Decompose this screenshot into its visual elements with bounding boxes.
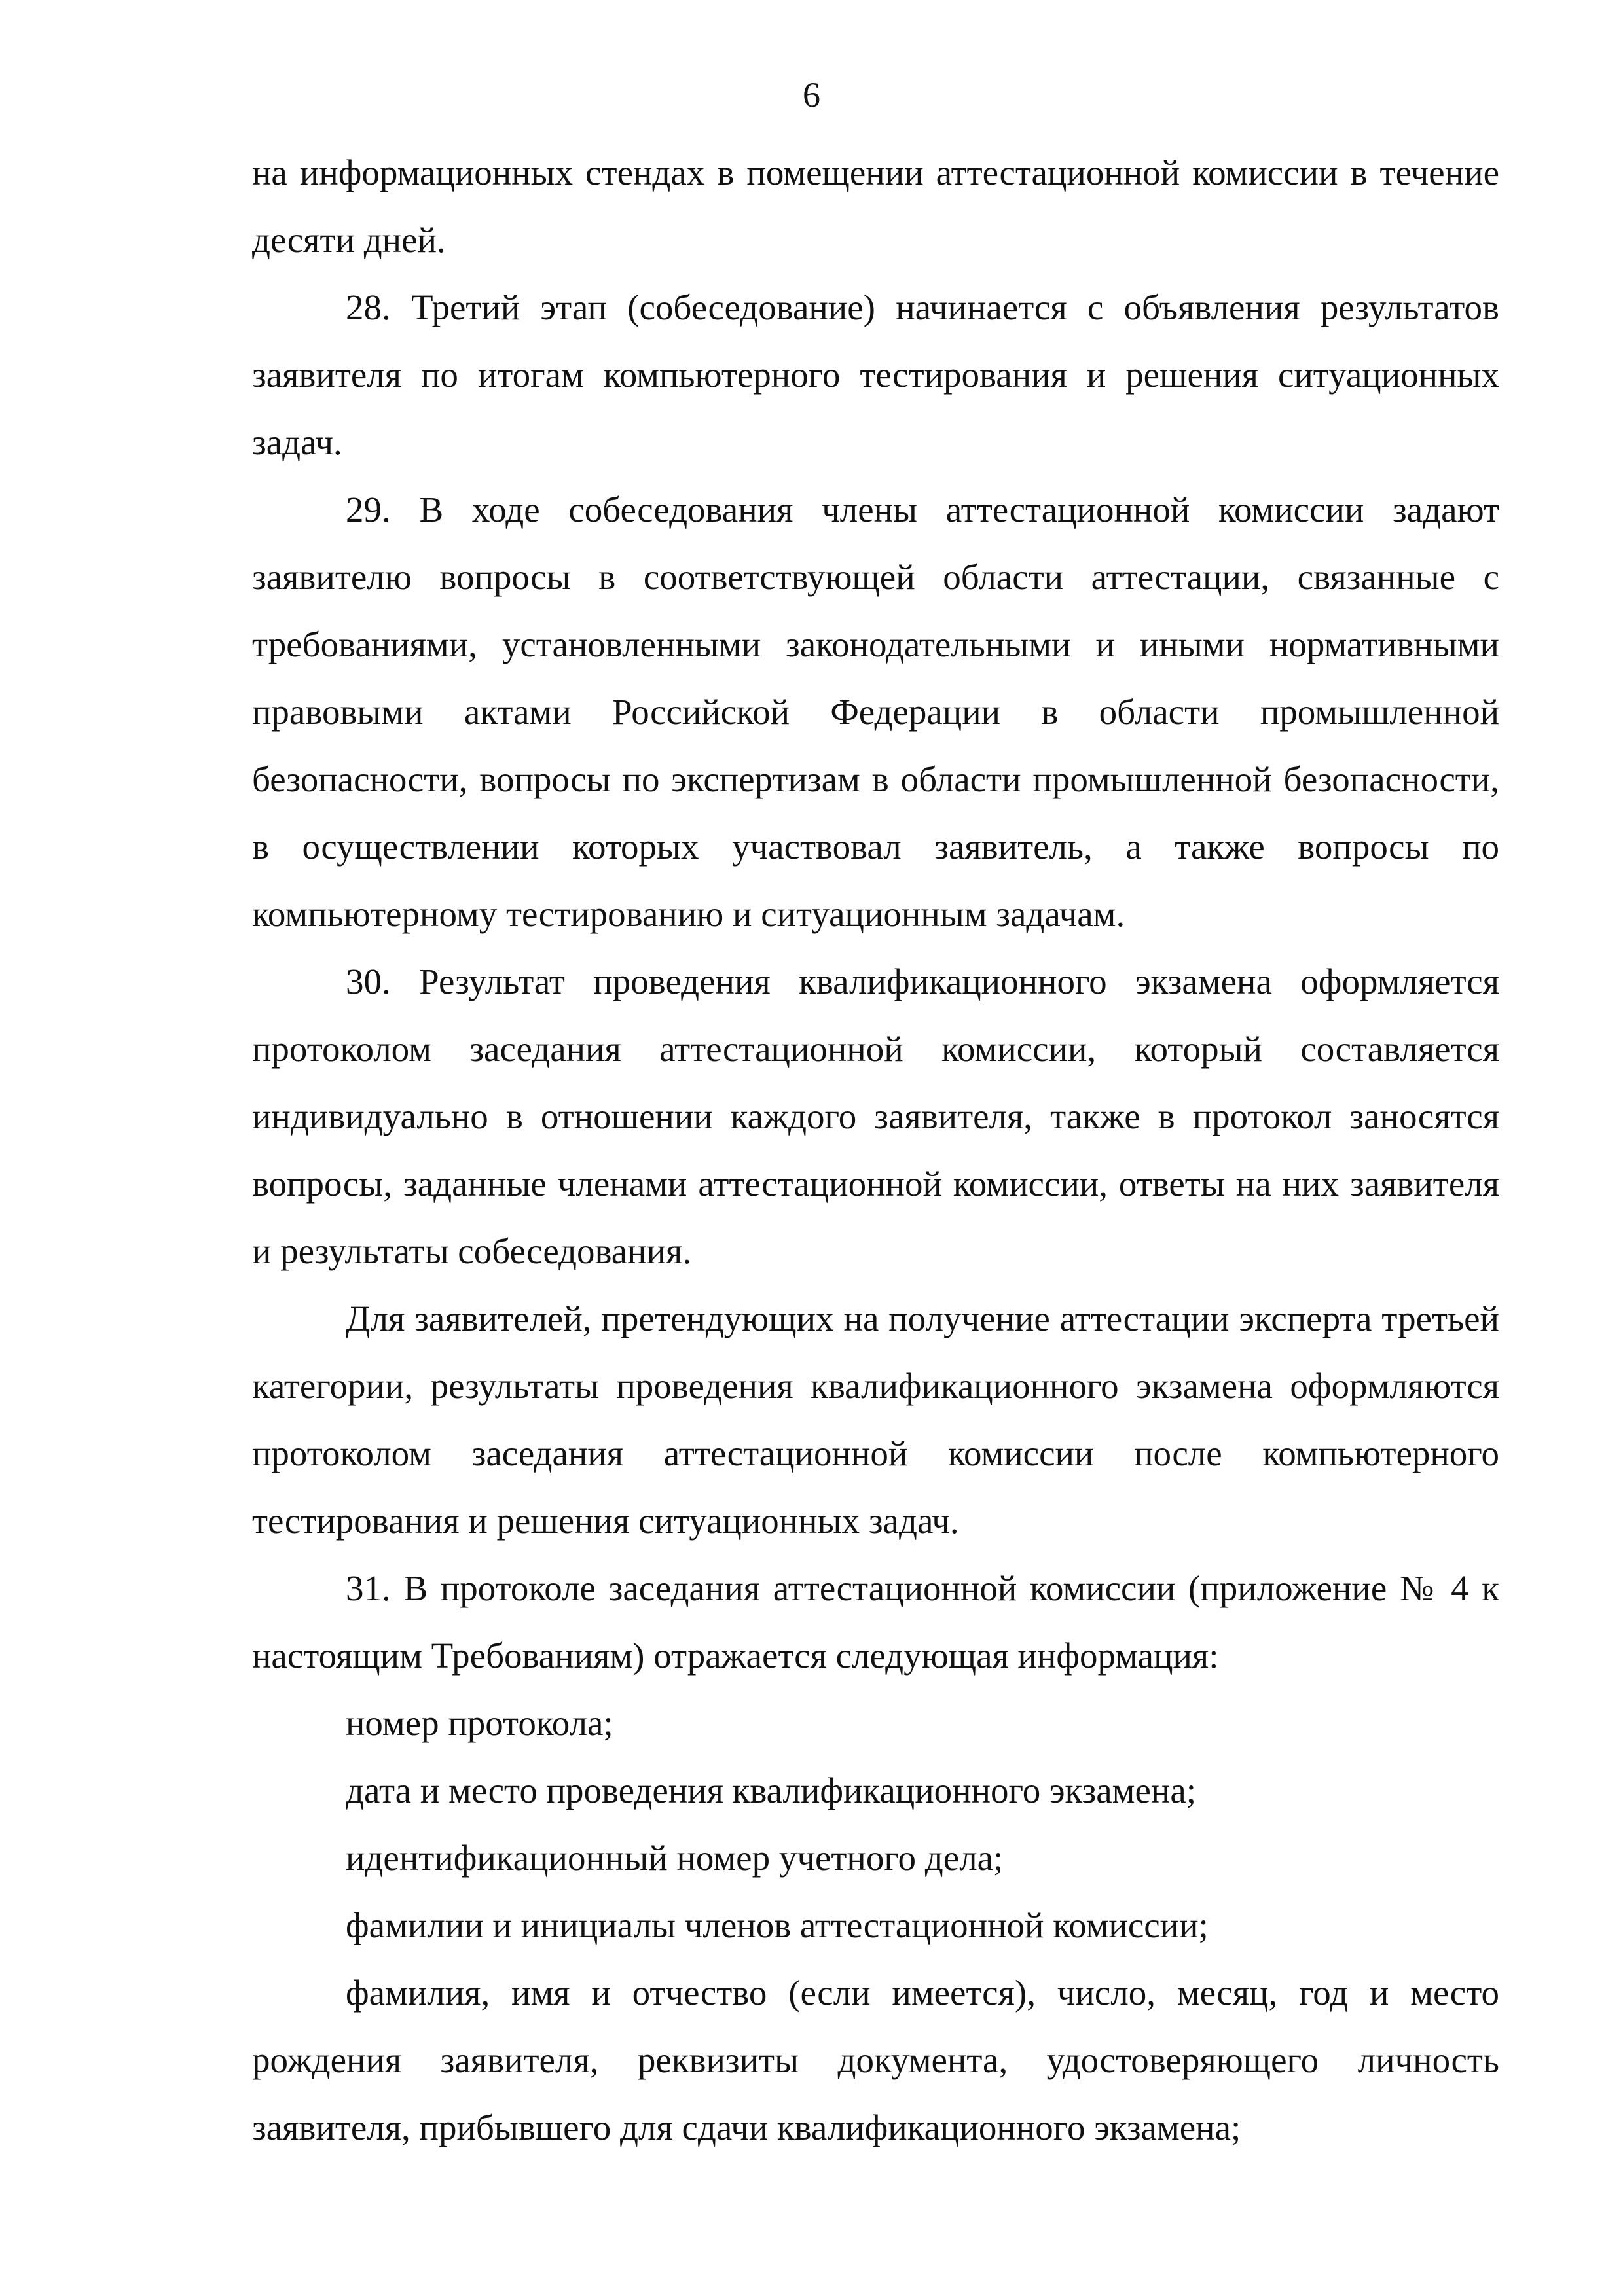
paragraph-third-category: Для заявителей, претендующих на получение аттестации эксперта третьей категории, результаты проведения квалификационного экзамена оформляются протоколом заседания аттестационной комиссии после компьютерного тестирования и решения ситуационных задач. <box>252 1299 1499 1541</box>
list-item-protocol-number: номер протокола; <box>346 1703 613 1743</box>
paragraph-31: 31. В протоколе заседания аттестационной комиссии (приложение № 4 к настоящим Требованиям) отражается следующая информация: <box>252 1568 1499 1676</box>
paragraph-28: 28. Третий этап (собеседование) начинается с объявления результатов заявителя по итогам компьютерного тестирования и решения ситуационных задач. <box>252 287 1499 462</box>
list-item-case-id: идентификационный номер учетного дела; <box>346 1838 1004 1878</box>
page-number: 6 <box>803 75 820 115</box>
paragraph-29: 29. В ходе собеседования члены аттестационной комиссии задают заявителю вопросы в соответствующей области аттестации, связанные с требованиями, установленными законодательными и иными нормативными правовыми актами Российской Федерации в области промышленной безопасности, вопросы по экспертизам в области промышленной безопасности, в осуществлении которых участвовал заявитель, а также вопросы по компьютерному тестированию и ситуационным задачам. <box>252 490 1499 934</box>
paragraph-continuation: на информационных стендах в помещении аттестационной комиссии в течение десяти дней. <box>252 152 1499 260</box>
list-item-commission-members: фамилии и инициалы членов аттестационной комиссии; <box>346 1905 1209 1945</box>
list-item-applicant-details: фамилия, имя и отчество (если имеется), число, месяц, год и место рождения заявителя, реквизиты документа, удостоверяющего личность заявителя, прибывшего для сдачи квалификационного экзамена; <box>252 1973 1499 2147</box>
document-body <box>252 139 1499 2161</box>
paragraph-30: 30. Результат проведения квалификационного экзамена оформляется протоколом заседания аттестационной комиссии, который составляется индивидуально в отношении каждого заявителя, также в протокол заносятся вопросы, заданные членами аттестационной комиссии, ответы на них заявителя и результаты собеседования. <box>252 961 1499 1271</box>
list-item-exam-date-place: дата и место проведения квалификационного экзамена; <box>346 1770 1197 1810</box>
